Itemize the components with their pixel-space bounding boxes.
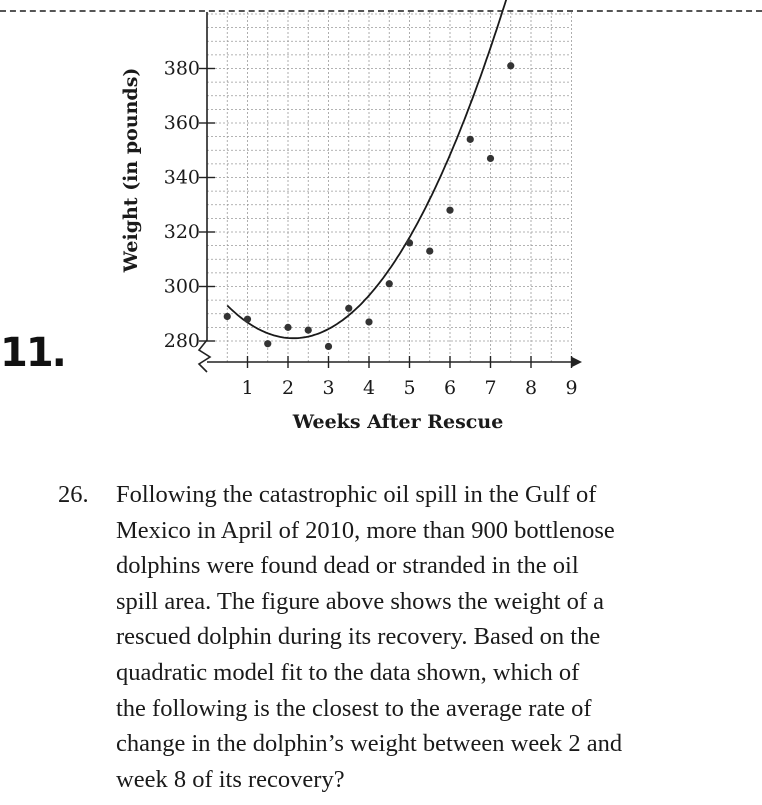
problem-marker: 11. — [0, 330, 65, 376]
x-axis-arrow — [572, 357, 582, 367]
data-point — [446, 207, 453, 214]
y-tick-label: 340 — [163, 166, 200, 189]
y-tick-label: 280 — [163, 330, 200, 352]
x-tick-label: 2 — [281, 377, 295, 399]
data-point — [386, 280, 393, 287]
data-point — [325, 343, 332, 350]
question-line: Mexico in April of 2010, more than 900 bottlenose — [116, 516, 615, 544]
data-point — [224, 313, 231, 320]
y-axis-title: Weight (in pounds) — [120, 67, 142, 273]
question-line: change in the dolphin’s weight between week 2 and — [116, 730, 623, 758]
axes — [199, 12, 582, 372]
question-line: the following is the closest to the average rate of — [116, 694, 592, 722]
data-point — [406, 239, 413, 246]
data-point — [284, 324, 291, 331]
question-line: week 8 of its recovery? — [116, 765, 345, 793]
ticks — [164, 58, 578, 400]
x-tick-label: 4 — [362, 377, 376, 399]
x-tick-label: 9 — [565, 377, 578, 399]
x-tick-label: 8 — [524, 377, 538, 399]
quadratic-fit-curve — [227, 0, 535, 338]
question-line: rescued dolphin during its recovery. Based on the — [116, 623, 601, 651]
y-axis-line — [199, 12, 210, 372]
x-tick-label: 5 — [403, 377, 416, 399]
question-line: quadratic model fit to the data shown, which of — [116, 658, 580, 686]
x-tick-label: 6 — [443, 377, 457, 399]
data-point — [426, 247, 433, 254]
grid — [207, 12, 572, 362]
x-axis-title: Weeks After Rescue — [292, 411, 504, 433]
x-tick-label: 7 — [484, 377, 497, 399]
data-point — [487, 155, 494, 162]
data-point — [507, 62, 514, 69]
question-text — [116, 477, 698, 797]
data-point — [305, 327, 312, 334]
question-number: 26. — [58, 481, 89, 508]
x-tick-label: 3 — [322, 377, 335, 399]
data-point — [345, 305, 352, 312]
data-point — [244, 316, 251, 323]
data-point — [264, 340, 271, 347]
y-tick-label: 320 — [163, 221, 200, 243]
question-line: dolphins were found dead or stranded in the oil — [116, 552, 579, 580]
y-tick-label: 380 — [163, 57, 200, 80]
y-tick-label: 360 — [163, 112, 200, 134]
question-block — [58, 477, 698, 797]
question-line: Following the catastrophic oil spill in the Gulf of — [116, 481, 597, 508]
data-point — [365, 318, 372, 325]
y-tick-label: 300 — [163, 275, 200, 298]
x-tick-label: 1 — [241, 377, 254, 399]
data-point — [467, 136, 474, 143]
question-line: spill area. The figure above shows the weight of a — [116, 587, 605, 615]
